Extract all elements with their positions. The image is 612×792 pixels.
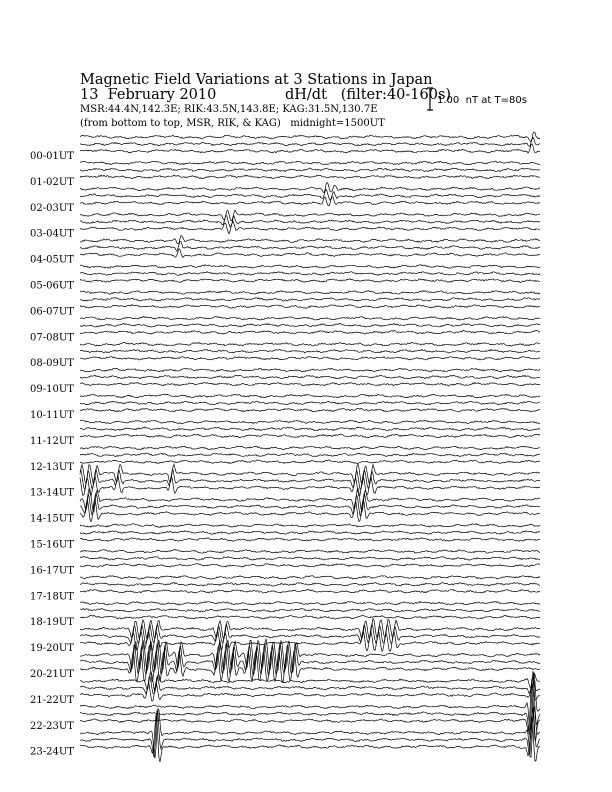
scale-bar-label: 1.00 nT at T=80s [437, 95, 527, 106]
trace-RIK-05-06UT [80, 272, 540, 276]
hour-label-12-13UT: 12-13UT [30, 461, 74, 473]
trace-RIK-01-02UT [80, 168, 540, 172]
trace-MSR-10-11UT [80, 394, 540, 398]
trace-MSR-11-12UT [80, 420, 540, 424]
trace-RIK-10-11UT [80, 401, 540, 405]
hour-label-15-16UT: 15-16UT [30, 539, 74, 551]
trace-MSR-12-13UT [80, 446, 540, 450]
trace-KAG-11-12UT [80, 434, 540, 438]
hour-label-11-12UT: 11-12UT [30, 435, 74, 447]
chart-title: Magnetic Field Variations at 3 Stations in Japan [80, 72, 433, 88]
trace-KAG-12-13UT [80, 460, 540, 464]
trace-RIK-02-03UT [80, 189, 540, 200]
hour-label-16-17UT: 16-17UT [30, 565, 74, 577]
hour-label-17-18UT: 17-18UT [30, 591, 74, 603]
trace-KAG-10-11UT [80, 408, 540, 412]
trace-RIK-16-17UT [80, 557, 540, 561]
hour-label-19-20UT: 19-20UT [30, 643, 74, 655]
chart-date: 13 February 2010 [80, 87, 217, 103]
trace-MSR-00-01UT [80, 132, 540, 142]
trace-KAG-17-18UT [80, 589, 540, 593]
hour-label-04-05UT: 04-05UT [30, 254, 74, 266]
scale-bar [427, 88, 433, 110]
trace-MSR-09-10UT [80, 368, 540, 372]
trace-MSR-17-18UT [80, 576, 540, 580]
trace-KAG-22-23UT [80, 678, 540, 740]
trace-MSR-14-15UT [80, 489, 540, 513]
trace-MSR-03-04UT [80, 210, 540, 220]
trace-RIK-03-04UT [80, 215, 540, 227]
trace-MSR-08-09UT [80, 342, 540, 346]
trace-RIK-08-09UT [80, 349, 540, 353]
trace-KAG-07-08UT [80, 330, 540, 334]
hour-label-22-23UT: 22-23UT [30, 720, 74, 732]
trace-RIK-09-10UT [80, 375, 540, 379]
hour-label-20-21UT: 20-21UT [30, 669, 74, 680]
trace-KAG-14-15UT [80, 499, 540, 521]
trace-RIK-06-07UT [80, 298, 540, 302]
hour-label-03-04UT: 03-04UT [30, 228, 74, 240]
trace-RIK-15-16UT [80, 531, 540, 535]
hour-label-09-10UT: 09-10UT [30, 384, 74, 396]
trace-KAG-00-01UT [80, 144, 540, 153]
scale-bar-line [427, 88, 433, 110]
trace-KAG-02-03UT [80, 197, 540, 206]
hour-label-08-09UT: 08-09UT [30, 358, 74, 370]
trace-MSR-15-16UT [80, 524, 540, 528]
hour-label-10-11UT: 10-11UT [30, 410, 74, 421]
trace-RIK-12-13UT [80, 453, 540, 457]
trace-MSR-18-19UT [80, 602, 540, 606]
hour-label-00-01UT: 00-01UT [30, 151, 74, 162]
trace-order-note: (from bottom to top, MSR, RIK, & KAG) midnight=1500UT [80, 118, 385, 129]
trace-KAG-01-02UT [80, 175, 540, 179]
trace-RIK-07-08UT [80, 323, 540, 327]
trace-MSR-07-08UT [80, 317, 540, 321]
trace-KAG-13-14UT [80, 476, 540, 496]
hour-label-01-02UT: 01-02UT [30, 176, 74, 188]
hour-label-13-14UT: 13-14UT [30, 487, 74, 499]
trace-KAG-16-17UT [80, 564, 540, 568]
hour-label-14-15UT: 14-15UT [30, 513, 74, 525]
trace-MSR-05-06UT [80, 265, 540, 269]
trace-RIK-18-19UT [80, 608, 540, 612]
trace-MSR-06-07UT [80, 291, 540, 295]
hour-label-05-06UT: 05-06UT [30, 280, 74, 292]
chart-quantity: dH/dt (filter:40-160s) [285, 87, 452, 103]
trace-KAG-15-16UT [80, 538, 540, 542]
trace-MSR-16-17UT [80, 550, 540, 554]
hour-label-18-19UT: 18-19UT [30, 617, 74, 629]
hour-label-02-03UT: 02-03UT [30, 202, 74, 214]
hour-label-07-08UT: 07-08UT [30, 332, 74, 344]
hour-label-group [30, 151, 74, 758]
trace-KAG-06-07UT [80, 305, 540, 309]
trace-KAG-04-05UT [80, 249, 540, 258]
trace-MSR-04-05UT [80, 235, 540, 244]
trace-KAG-09-10UT [80, 382, 540, 386]
hour-label-06-07UT: 06-07UT [30, 306, 74, 318]
trace-KAG-08-09UT [80, 356, 540, 360]
trace-MSR-13-14UT [80, 464, 540, 484]
trace-MSR-02-03UT [80, 183, 540, 193]
trace-group [80, 132, 540, 762]
trace-KAG-03-04UT [80, 221, 540, 234]
hour-label-23-24UT: 23-24UT [30, 746, 74, 758]
hour-label-21-22UT: 21-22UT [30, 694, 74, 706]
trace-MSR-01-02UT [80, 161, 540, 165]
trace-KAG-05-06UT [80, 279, 540, 283]
trace-RIK-11-12UT [80, 427, 540, 431]
station-coordinates: MSR:44.4N,142.3E; RIK:43.5N,143.8E; KAG:31.5N,130.7E [80, 104, 378, 115]
trace-KAG-21-22UT [80, 683, 540, 702]
trace-RIK-17-18UT [80, 583, 540, 587]
trace-KAG-18-19UT [80, 615, 540, 619]
